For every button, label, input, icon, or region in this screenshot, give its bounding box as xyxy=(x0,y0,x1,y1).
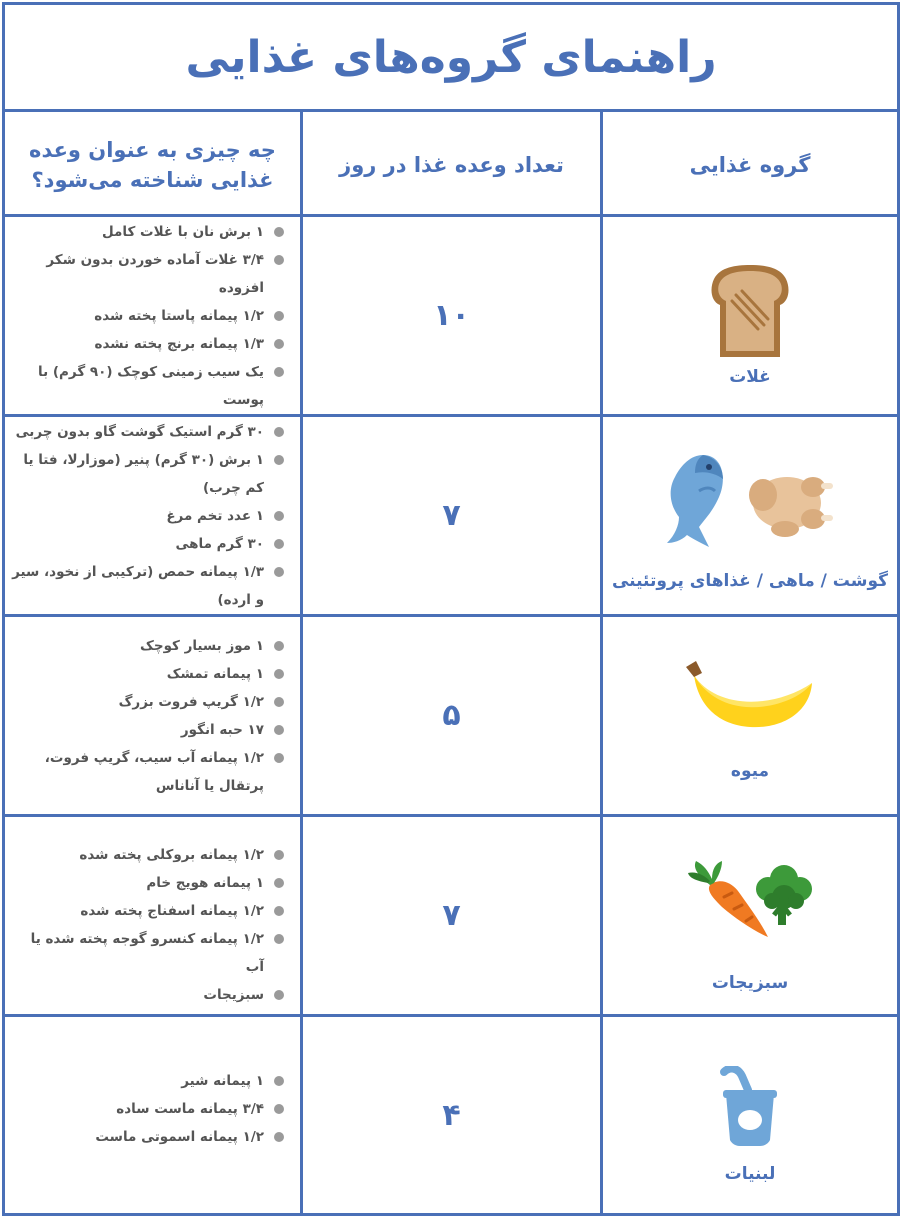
page-title: راهنمای گروه‌های غذایی xyxy=(185,31,717,83)
list-item: ۱/۳ پیمانه برنج پخته نشده xyxy=(11,330,286,358)
list-item: ۳۰ گرم استیک گوشت گاو بدون چربی xyxy=(11,418,286,446)
serving-list xyxy=(5,617,300,814)
table-row xyxy=(603,817,897,1014)
group-name: لبنیات xyxy=(724,1164,776,1184)
header-serving-definition: چه چیزی به عنوان وعده غذایی شناخته می‌شود؟ xyxy=(29,137,276,192)
banana-icon xyxy=(684,661,816,731)
table-row xyxy=(603,617,897,814)
bread-icon xyxy=(708,265,792,357)
list-item: ۱/۲ پیمانه کنسرو گوجه پخته شده یا آب xyxy=(11,925,286,981)
list-item: ۱/۲ پیمانه اسفناج پخته شده xyxy=(11,897,286,925)
list-item: یک سیب زمینی کوچک (۹۰ گرم) با پوست xyxy=(11,358,286,414)
list-item: ۱/۲ پیمانه آب سیب، گریپ فروت، پرتقال یا آناناس xyxy=(11,744,286,800)
group-name: سبزیجات xyxy=(711,972,789,993)
serving-list xyxy=(5,217,300,414)
carrot-icon xyxy=(688,861,768,937)
fish-and-chicken-icon xyxy=(665,451,835,551)
group-name: غلات xyxy=(729,366,771,387)
table-row xyxy=(603,1017,897,1213)
servings-count: ۷ xyxy=(442,498,461,533)
servings-count: ۵ xyxy=(442,698,461,733)
list-item: ۱۷ حبه انگور xyxy=(11,716,286,744)
servings-count: ۱۰ xyxy=(433,298,470,333)
servings-count: ۴ xyxy=(442,1097,461,1133)
list-item: ۱ عدد تخم مرغ xyxy=(11,502,286,530)
yogurt-cup-icon xyxy=(720,1066,780,1146)
table-row xyxy=(603,217,897,414)
serving-list xyxy=(5,817,300,1014)
broccoli-icon xyxy=(756,865,812,925)
chicken-icon xyxy=(749,477,833,537)
list-item: ۳/۴ پیمانه ماست ساده xyxy=(11,1095,286,1123)
list-item: ۱ پیمانه هویج خام xyxy=(11,869,286,897)
group-name: میوه xyxy=(730,760,770,781)
header-food-group: گروه غذایی xyxy=(689,152,811,177)
table-row xyxy=(603,417,897,614)
list-item: ۱/۲ پیمانه بروکلی پخته شده xyxy=(11,841,286,869)
list-item: ۱/۲ گریپ فروت بزرگ xyxy=(11,688,286,716)
list-item: ۱/۳ پیمانه حمص (ترکیبی از نخود، سیر و ارده) xyxy=(11,558,286,614)
list-item: ۱ برش (۳۰ گرم) پنیر (موزارلا، فتا یا کم چرب) xyxy=(11,446,286,502)
list-item: ۱ پیمانه تمشک xyxy=(11,660,286,688)
food-guide-table xyxy=(2,2,900,1216)
serving-list xyxy=(5,417,300,614)
servings-count: ۷ xyxy=(442,898,461,933)
list-item: ۳/۴ غلات آماده خوردن بدون شکر افزوده xyxy=(11,246,286,302)
fish-icon xyxy=(667,455,723,547)
list-item: ۱ برش نان با غلات کامل xyxy=(11,218,286,246)
serving-list xyxy=(5,1017,300,1213)
list-item: ۱/۲ پیمانه اسموتی ماست xyxy=(11,1123,286,1151)
list-item: ۱ موز بسیار کوچک xyxy=(11,632,286,660)
header-servings: تعداد وعده غذا در روز xyxy=(339,152,564,177)
list-item: ۳۰ گرم ماهی xyxy=(11,530,286,558)
list-item: ۱ پیمانه شیر xyxy=(11,1067,286,1095)
list-item: سبزیجات xyxy=(11,981,286,1009)
list-item: ۱/۲ پیمانه پاستا پخته شده xyxy=(11,302,286,330)
group-name: گوشت / ماهی / غذاهای پروتئینی xyxy=(611,570,889,591)
carrot-broccoli-icon xyxy=(688,859,812,943)
